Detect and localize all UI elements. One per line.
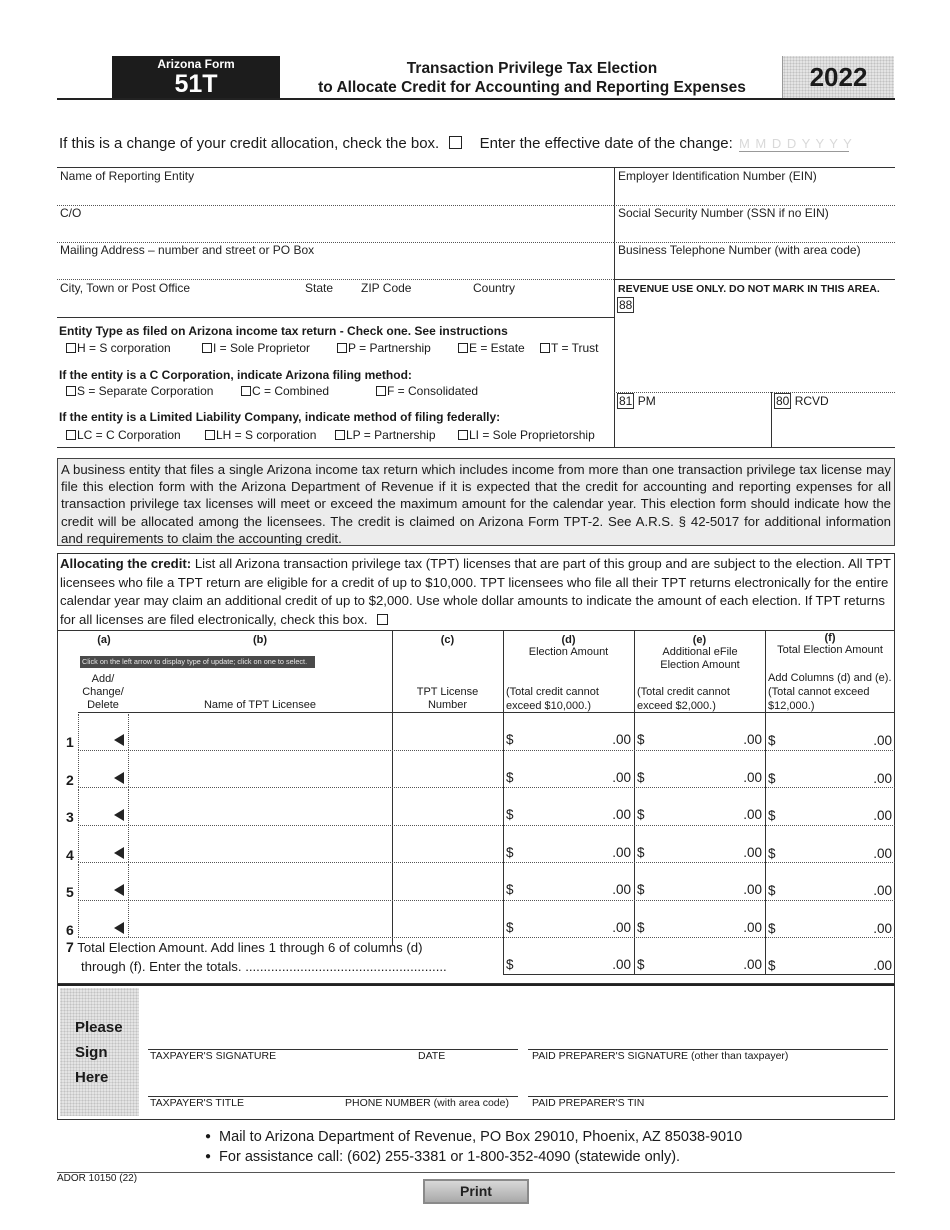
change-row [59,135,889,152]
print-button[interactable]: Print [423,1179,529,1204]
row-6-licensee-input[interactable] [130,902,390,936]
change-date-input[interactable]: M M D D Y Y Y Y [738,136,853,151]
form-title [282,59,782,97]
row-1-e-amount-input[interactable]: .00 [743,732,762,747]
total-e-input[interactable]: .00 [743,957,762,972]
co-field[interactable]: C/O [60,206,82,220]
entity-type-opt-i[interactable]: I = Sole Proprietor [202,341,310,355]
entity-name-field[interactable]: Name of Reporting Entity [60,169,195,183]
row-4-f-dollar: $ [768,845,776,861]
entity-type-opt-h[interactable]: H = S corporation [66,341,171,355]
col-f-title: Total Election Amount [777,644,883,656]
total-f-input[interactable]: .00 [873,958,892,973]
llc-opt-lp[interactable]: LP = Partnership [335,428,436,442]
total-d-input[interactable]: .00 [612,957,631,972]
row-4-e-amount-input[interactable]: .00 [743,844,762,860]
revenue-rcvd: 80 RCVD [776,394,829,408]
col-c-label: TPT License Number [416,686,479,711]
info-paragraph: A business entity that files a single Arizona income tax return which includes income from more than one transaction privilege tax license may file this election form with the Arizona Department of Revenue if it is expected that the credit for accounting and reporting expenses for all transaction privilege tax licenses will meet or exceed the maximum amount for the calendar year. This election form should indicate how the credit will be allocated among the licensees. The credit is claimed on Arizona Form TPT-2. See A.R.S. § 42-5017 for additional information and requirements to claim the accounting credit. [57,458,895,546]
header-rule [57,98,895,100]
total-row-label: 7 Total Election Amount. Add lines 1 through 6 of columns (d) through (f). Enter the totals. ....................................................... [66,939,447,974]
ein-field[interactable]: Employer Identification Number (EIN) [618,169,817,183]
bullet: ● [205,1131,212,1142]
preparer-signature-field[interactable]: PAID PREPARER'S SIGNATURE (other than taxpayer) [532,1050,789,1062]
row-6-e-amount-input[interactable]: .00 [743,919,762,935]
col-d-note: (Total credit cannot exceed $10,000.) [506,686,599,712]
row-2-e-amount-input[interactable]: .00 [743,769,762,785]
form-number: 51T [174,70,218,98]
row-3-d-amount-input[interactable]: .00 [612,807,631,822]
entity-type-heading: Entity Type as filed on Arizona income tax return - Check one. See instructions [59,324,508,338]
row-2-d-dollar: $ [506,769,514,785]
revenue-pm: 81 PM [619,394,656,408]
entity-type-opt-p[interactable]: P = Partnership [337,341,431,355]
row-3-licensee-input[interactable] [130,789,390,823]
row-2-update-arrow-icon[interactable] [114,772,124,784]
row-number: 6 [66,921,74,938]
row-4-f-amount-input[interactable]: .00 [873,845,892,861]
row-3-update-arrow-icon[interactable] [114,809,124,821]
row-3-e-amount-input[interactable]: .00 [743,807,762,822]
row-6-d-amount-input[interactable]: .00 [612,919,631,935]
row-5-f-dollar: $ [768,883,776,898]
phone-number-field[interactable]: PHONE NUMBER (with area code) [345,1097,509,1109]
row-6-update-arrow-icon[interactable] [114,922,124,934]
col-f-letter: (f) [824,632,836,644]
row-4-licensee-input[interactable] [130,827,390,861]
tax-year [782,56,894,98]
allocating-text: Allocating the credit: List all Arizona transaction privilege tax (TPT) licenses that are part of this group and are subject to the election. All TPT licensees who file a TPT return are eligible for a credit of up to $10,000. TPT licensees who file all their TPT returns electronically for the entire calendar year may claim an additional credit of up to $2,000. Use whole dollar amounts to indicate the amount of each election. If TPT returns for all licenses are filed electronically, check this box. [60,556,891,627]
form-title-line1: Transaction Privilege Tax Election [406,60,658,77]
row-5-e-amount-input[interactable]: .00 [743,882,762,897]
country-field[interactable]: Country [473,281,516,295]
row-2-f-dollar: $ [768,770,776,786]
row-2-license-number-input[interactable] [394,752,501,786]
mail-instruction: ● Mail to Arizona Department of Revenue, PO Box 29010, Phoenix, AZ 85038-9010 ● For assistance call: (602) 255-3381 or 1-800-352-4090 (statewide only). [205,1129,743,1165]
state-field[interactable]: State [305,281,334,295]
row-4-update-arrow-icon[interactable] [114,847,124,859]
total-e-dollar: $ [637,957,645,972]
llc-opt-li[interactable]: LI = Sole Proprietorship [458,428,595,442]
row-1-f-dollar: $ [768,733,776,748]
row-2-e-dollar: $ [637,769,645,785]
row-number: 5 [66,884,74,900]
row-1-d-amount-input[interactable]: .00 [612,732,631,747]
row-6-e-dollar: $ [637,919,645,935]
form-label: Arizona Form [157,57,235,71]
col-b-letter: (b) [252,634,268,646]
total-d-dollar: $ [506,957,514,972]
row-2-d-amount-input[interactable]: .00 [612,769,631,785]
col-b-label: Name of TPT Licensee [203,699,317,711]
row-3-license-number-input[interactable] [394,789,501,823]
llc-opt-lc[interactable]: LC = C Corporation [66,428,181,442]
c-corp-opt-s[interactable]: S = Separate Corporation [66,384,213,398]
col-b-hint: Click on the left arrow to display type of update; click on one to select. [80,656,315,668]
row-number: 4 [66,846,74,863]
row-1-license-number-input[interactable] [394,714,501,748]
sign-date-field[interactable]: DATE [418,1050,446,1062]
row-5-license-number-input[interactable] [394,864,501,898]
phone-field[interactable]: Business Telephone Number (with area code) [618,243,861,257]
col-a-letter: (a) [97,634,111,646]
revenue-use-title: REVENUE USE ONLY. DO NOT MARK IN THIS AREA. [618,283,880,295]
col-d-title: Election Amount [528,646,609,658]
row-5-licensee-input[interactable] [130,864,390,898]
row-5-d-amount-input[interactable]: .00 [612,882,631,897]
row-6-f-amount-input[interactable]: .00 [873,920,892,936]
row-4-e-dollar: $ [637,844,645,860]
row-5-d-dollar: $ [506,882,514,897]
zip-field[interactable]: ZIP Code [361,281,412,295]
llc-opt-lh[interactable]: LH = S corporation [205,428,316,442]
row-3-e-dollar: $ [637,807,645,822]
row-2-f-amount-input[interactable]: .00 [873,770,892,786]
row-6-d-dollar: $ [506,919,514,935]
row-1-update-arrow-icon[interactable] [114,734,124,746]
c-corp-heading: If the entity is a C Corporation, indicate Arizona filing method: [59,368,412,382]
taxpayer-signature-field[interactable]: TAXPAYER'S SIGNATURE [150,1050,277,1062]
col-a-label: Add/ Change/ Delete [82,673,124,711]
row-number: 3 [66,809,74,825]
row-3-f-dollar: $ [768,808,776,823]
row-6-f-dollar: $ [768,920,776,936]
city-field[interactable]: City, Town or Post Office [60,281,191,295]
col-d-letter: (d) [561,634,576,646]
row-1-d-dollar: $ [506,732,514,747]
row-number: 1 [66,734,74,750]
row-6-license-number-input[interactable] [394,902,501,936]
row-3-f-amount-input[interactable]: .00 [873,808,892,823]
total-f-dollar: $ [768,958,776,973]
row-5-update-arrow-icon[interactable] [114,884,124,896]
col-e-letter: (e) [692,634,707,646]
row-4-d-dollar: $ [506,844,514,860]
change-date-label: Enter the effective date of the change: [479,135,733,152]
change-checkbox[interactable] [449,136,462,149]
change-text: If this is a change of your credit allocation, check the box. [59,135,440,152]
llc-heading: If the entity is a Limited Liability Company, indicate method of filing federally: [59,410,501,424]
row-2-licensee-input[interactable] [130,752,390,786]
row-3-d-dollar: $ [506,807,514,822]
row-5-e-dollar: $ [637,882,645,897]
form-title-line2: to Allocate Credit for Accounting and Reporting Expenses [318,79,746,96]
entity-type-opt-t[interactable]: T = Trust [540,341,598,355]
row-1-e-dollar: $ [637,732,645,747]
revenue-code-88: 88 [619,298,633,312]
row-4-d-amount-input[interactable]: .00 [612,844,631,860]
please-sign-here: Please Sign Here [60,988,139,1116]
entity-type-opt-e[interactable]: E = Estate [458,341,525,355]
col-c-letter: (c) [440,634,455,646]
efile-checkbox[interactable] [377,614,388,625]
preparer-tin-field[interactable]: PAID PREPARER'S TIN [532,1097,645,1109]
col-e-title: Additional eFile Election Amount [660,646,740,671]
address-field[interactable]: Mailing Address – number and street or PO Box [60,243,315,257]
c-corp-opt-f[interactable]: F = Consolidated [376,384,478,398]
c-corp-opt-c[interactable]: C = Combined [241,384,329,398]
row-number: 2 [66,771,74,788]
bullet: ● [205,1151,212,1162]
row-4-license-number-input[interactable] [394,827,501,861]
taxpayer-title-field[interactable]: TAXPAYER'S TITLE [150,1097,245,1109]
col-e-note: (Total credit cannot exceed $2,000.) [637,686,730,712]
row-1-licensee-input[interactable] [130,714,390,748]
col-f-note: Add Columns (d) and (e). (Total cannot exceed $12,000.) [768,672,892,712]
ssn-field[interactable]: Social Security Number (SSN if no EIN) [618,206,829,220]
form-id: ADOR 10150 (22) [57,1173,138,1184]
row-5-f-amount-input[interactable]: .00 [873,883,892,898]
row-1-f-amount-input[interactable]: .00 [873,733,892,748]
tax-year-label: 2022 [809,62,868,92]
form-id-block [112,56,280,98]
